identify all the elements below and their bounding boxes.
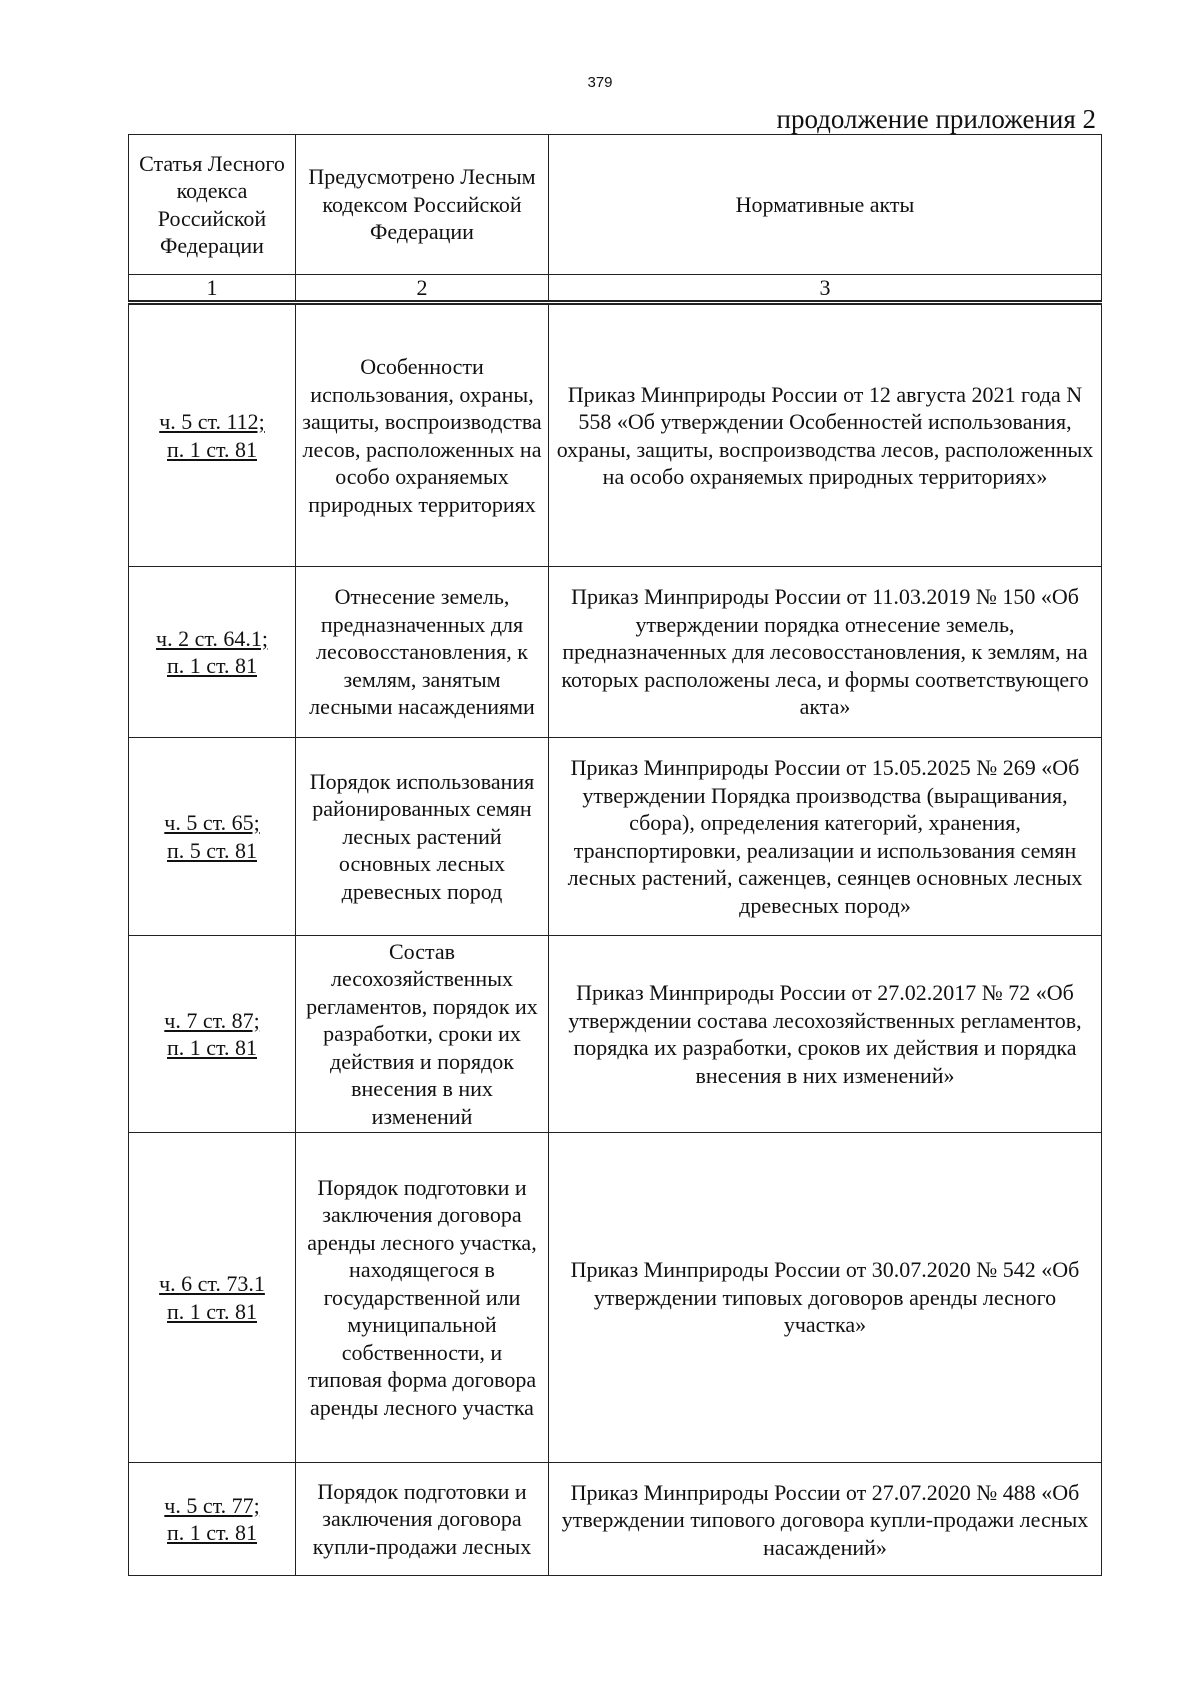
article-link[interactable]: п. 5 ст. 81 <box>167 837 257 863</box>
column-number: 1 <box>129 275 296 303</box>
article-link[interactable]: п. 1 ст. 81 <box>167 436 257 462</box>
act-cell: Приказ Минприроды России от 15.05.2025 № 269 «Об утверждении Порядка производства (выращивания, сбора), определения категорий, хранения, транспортировки, реализации и использования семян лесных растений, саженцев, сеянцев основных лесных древесных пород» <box>549 738 1102 936</box>
act-cell: Приказ Минприроды России от 30.07.2020 № 542 «Об утверждении типовых договоров аренды лесного участка» <box>549 1133 1102 1463</box>
article-link[interactable]: ч. 6 ст. 73.1 <box>159 1271 265 1296</box>
article-link[interactable]: ч. 5 ст. 65; <box>164 810 260 835</box>
article-link[interactable]: ч. 5 ст. 112; <box>159 409 265 434</box>
article-cell <box>129 738 296 936</box>
table-row <box>129 567 1102 738</box>
header-row <box>129 135 1102 275</box>
article-link[interactable]: п. 1 ст. 81 <box>167 1520 257 1545</box>
article-link[interactable]: п. 1 ст. 81 <box>167 1035 257 1060</box>
provision-cell: Порядок подготовки и заключения договора купли-продажи лесных <box>296 1463 549 1576</box>
provision-cell: Порядок подготовки и заключения договора аренды лесного участка, находящегося в государственной или муниципальной собственности, и типовая форма договора аренды лесного участка <box>296 1133 549 1463</box>
table-row <box>129 1133 1102 1463</box>
article-cell <box>129 1133 296 1463</box>
table-row <box>129 738 1102 936</box>
table-row <box>129 1463 1102 1576</box>
provision-cell: Порядок использования районированных семян лесных растений основных лесных древесных пород <box>296 738 549 936</box>
article-cell <box>129 567 296 738</box>
article-link[interactable]: п. 1 ст. 81 <box>167 1298 257 1324</box>
normative-acts-table <box>128 134 1102 1576</box>
act-cell: Приказ Минприроды России от 27.07.2020 № 488 «Об утверждении типового договора купли-продажи лесных насаждений» <box>549 1463 1102 1576</box>
article-cell <box>129 303 296 567</box>
table-row <box>129 936 1102 1133</box>
header-article: Статья Лесного кодекса Российской Федерации <box>129 135 296 275</box>
header-provision: Предусмотрено Лесным кодексом Российской Федерации <box>296 135 549 275</box>
column-number-row <box>129 275 1102 303</box>
act-cell: Приказ Минприроды России от 27.02.2017 № 72 «Об утверждении состава лесохозяйственных регламентов, порядка их разработки, сроков их действия и порядка внесения в них изменений» <box>549 936 1102 1133</box>
provision-cell: Состав лесохозяйственных регламентов, порядок их разработки, сроки их действия и порядок внесения в них изменений <box>296 936 549 1133</box>
article-link[interactable]: ч. 2 ст. 64.1; <box>156 625 268 651</box>
provision-cell: Отнесение земель, предназначенных для лесовосстановления, к землям, занятым лесными насаждениями <box>296 567 549 738</box>
provision-cell: Особенности использования, охраны, защиты, воспроизводства лесов, расположенных на особо охраняемых природных территориях <box>296 303 549 567</box>
article-link[interactable]: ч. 5 ст. 77; <box>164 1492 260 1518</box>
page-number: 379 <box>587 74 613 91</box>
act-cell: Приказ Минприроды России от 11.03.2019 № 150 «Об утверждении порядка отнесение земель, предназначенных для лесовосстановления, к землям, на которых расположены леса, и формы соответствующего акта» <box>549 567 1102 738</box>
article-cell <box>129 936 296 1133</box>
act-cell: Приказ Минприроды России от 12 августа 2021 года N 558 «Об утверждении Особенностей использования, охраны, защиты, воспроизводства лесов, расположенных на особо охраняемых природных территориях» <box>549 303 1102 567</box>
article-link[interactable]: ч. 7 ст. 87; <box>164 1007 260 1033</box>
article-link[interactable]: п. 1 ст. 81 <box>167 653 257 678</box>
table-row <box>129 303 1102 567</box>
article-cell <box>129 1463 296 1576</box>
header-acts: Нормативные акты <box>549 135 1102 275</box>
column-number: 2 <box>296 275 549 303</box>
continuation-label: продолжение приложения 2 <box>776 104 1096 134</box>
column-number: 3 <box>549 275 1102 303</box>
